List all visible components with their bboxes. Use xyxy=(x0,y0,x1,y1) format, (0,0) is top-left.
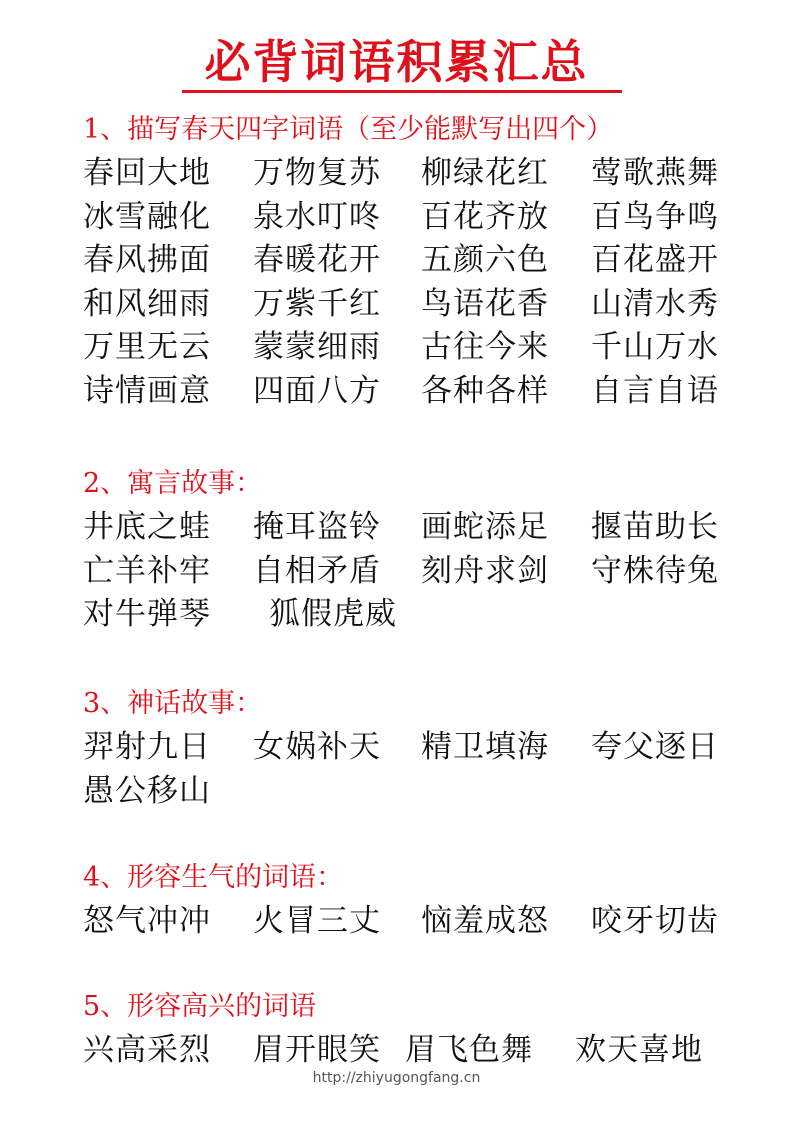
word: 咬牙切齿 xyxy=(591,903,719,939)
section-heading: 5、形容高兴的词语 xyxy=(83,991,317,1022)
word-row xyxy=(83,770,763,814)
word: 狐假虎威 xyxy=(269,596,397,632)
word-row xyxy=(83,370,763,414)
word: 春回大地 xyxy=(83,155,211,191)
word: 柳绿花红 xyxy=(421,155,549,191)
word: 火冒三丈 xyxy=(253,903,381,939)
word: 莺歌燕舞 xyxy=(591,155,719,191)
section-fables xyxy=(83,462,763,637)
word: 欢天喜地 xyxy=(575,1032,703,1068)
word-row xyxy=(83,550,763,594)
word: 亡羊补牢 xyxy=(83,552,211,589)
word: 夸父逐日 xyxy=(591,729,719,765)
word: 蒙蒙细雨 xyxy=(253,329,381,365)
word: 百花盛开 xyxy=(591,242,719,278)
title-underline xyxy=(182,90,622,93)
word: 愚公移山 xyxy=(83,772,211,809)
word: 四面八方 xyxy=(253,372,381,409)
word-row xyxy=(83,239,763,283)
word: 诗情画意 xyxy=(83,372,211,409)
word: 兴高采烈 xyxy=(83,1032,211,1068)
word: 精卫填海 xyxy=(421,729,549,765)
word: 自言自语 xyxy=(591,372,719,409)
word: 百鸟争鸣 xyxy=(591,198,719,235)
word: 千山万水 xyxy=(591,329,719,365)
word: 井底之蛙 xyxy=(83,509,211,545)
word: 掩耳盗铃 xyxy=(253,509,381,545)
section-happy-words xyxy=(83,985,763,1073)
word: 春暖花开 xyxy=(253,242,381,278)
word: 鸟语花香 xyxy=(421,285,549,322)
word-row xyxy=(83,900,763,944)
word-row xyxy=(83,152,763,196)
word: 守株待兔 xyxy=(591,552,719,589)
word: 恼羞成怒 xyxy=(421,903,549,939)
word: 女娲补天 xyxy=(253,729,381,765)
word: 怒气冲冲 xyxy=(83,903,211,939)
word-row xyxy=(83,326,763,370)
word: 泉水叮咚 xyxy=(253,198,381,235)
word-row xyxy=(83,196,763,240)
word: 百花齐放 xyxy=(421,198,549,235)
word-row xyxy=(83,726,763,770)
word: 万里无云 xyxy=(83,329,211,365)
word-row xyxy=(83,1029,763,1073)
word: 刻舟求剑 xyxy=(421,552,549,589)
word-row xyxy=(83,506,763,550)
word: 万紫千红 xyxy=(253,285,381,322)
page-title: 必背词语积累汇总 xyxy=(204,35,589,89)
section-angry-words xyxy=(83,856,763,944)
word: 冰雪融化 xyxy=(83,198,211,235)
word: 画蛇添足 xyxy=(421,509,549,545)
word: 山清水秀 xyxy=(591,285,719,322)
section-heading: 1、描写春天四字词语（至少能默写出四个） xyxy=(83,114,614,145)
word: 自相矛盾 xyxy=(253,552,381,589)
word: 各种各样 xyxy=(421,372,549,409)
word: 眉飞色舞 xyxy=(405,1032,533,1068)
section-heading: 4、形容生气的词语： xyxy=(83,862,344,893)
word-row xyxy=(83,593,763,637)
word: 万物复苏 xyxy=(253,155,381,191)
section-heading: 3、神话故事： xyxy=(83,688,263,719)
word: 和风细雨 xyxy=(83,285,211,322)
word: 春风拂面 xyxy=(83,242,211,278)
section-myths xyxy=(83,682,763,813)
word: 眉开眼笑 xyxy=(253,1032,381,1068)
section-spring-words xyxy=(83,108,763,413)
word: 古往今来 xyxy=(421,329,549,365)
word-row xyxy=(83,283,763,327)
word: 揠苗助长 xyxy=(591,509,719,545)
word: 五颜六色 xyxy=(421,242,549,278)
word: 对牛弹琴 xyxy=(83,596,211,632)
source-url: http://zhiyugongfang.cn xyxy=(312,1070,481,1086)
word: 羿射九日 xyxy=(83,729,211,765)
section-heading: 2、寓言故事： xyxy=(83,468,263,499)
